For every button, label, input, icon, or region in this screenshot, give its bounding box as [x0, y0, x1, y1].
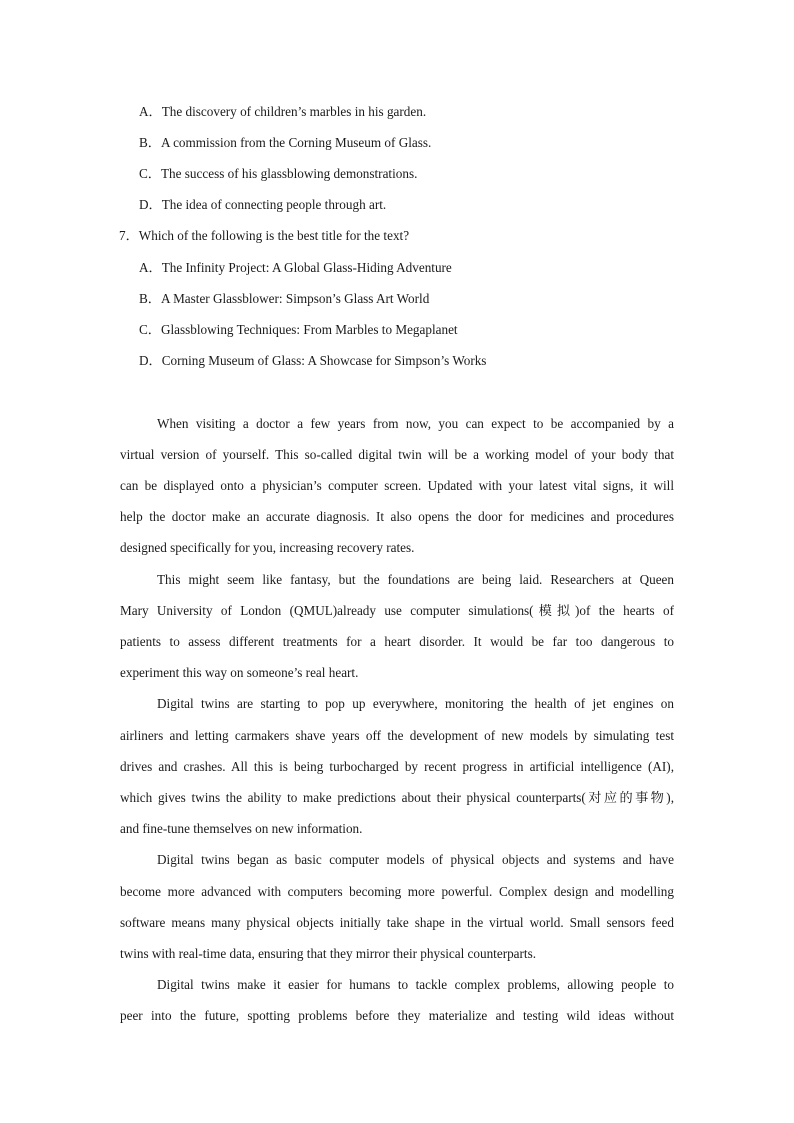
p2-line: This might seem like fantasy, but the foundations are being laid. Researchers at Queen — [157, 572, 674, 587]
p1-line: When visiting a doctor a few years from now, you can expect to be accompanied by a — [157, 416, 674, 431]
q6-option-d: D．The idea of connecting people through art. — [139, 197, 387, 212]
p5-line: peer into the future, spotting problems before they materialize and testing wild ideas without — [120, 1008, 674, 1023]
p4-line: twins with real-time data, ensuring that they mirror their physical counterparts. — [120, 946, 537, 961]
p2-line: patients to assess different treatments for a heart disorder. It would be far too dangerous to — [120, 634, 674, 649]
p3-line: airliners and letting carmakers shave years off the development of new models by simulating test — [120, 728, 674, 743]
q7-option-c: C．Glassblowing Techniques: From Marbles to Megaplanet — [139, 322, 458, 337]
p4-line: Digital twins began as basic computer models of physical objects and systems and have — [157, 852, 674, 867]
q6-option-c: C．The success of his glassblowing demonstrations. — [139, 166, 418, 181]
p1-line: virtual version of yourself. This so-called digital twin will be a working model of your body that — [120, 447, 674, 462]
p2-line: experiment this way on someone’s real heart. — [120, 665, 359, 680]
p3-line: Digital twins are starting to pop up everywhere, monitoring the health of jet engines on — [157, 696, 674, 711]
p5-line: Digital twins make it easier for humans to tackle complex problems, allowing people to — [157, 977, 674, 992]
p1-line: help the doctor make an accurate diagnosis. It also opens the door for medicines and procedures — [120, 509, 674, 524]
p3-line: and fine-tune themselves on new information. — [120, 821, 363, 836]
p1-line: designed specifically for you, increasing recovery rates. — [120, 540, 415, 555]
q7-option-a: A．The Infinity Project: A Global Glass-Hiding Adventure — [139, 260, 452, 275]
p2-line: Mary University of London (QMUL)already use computer simulations(模拟)of the hearts of — [120, 603, 674, 618]
q7-option-b: B．A Master Glassblower: Simpson’s Glass Art World — [139, 291, 430, 306]
q6-option-a: A．The discovery of children’s marbles in his garden. — [139, 104, 427, 119]
q6-option-b: B．A commission from the Corning Museum of Glass. — [139, 135, 432, 150]
p3-line: which gives twins the ability to make predictions about their physical counterparts(对应的事物), — [120, 790, 674, 805]
p4-line: software means many physical objects initially take shape in the virtual world. Small sensors feed — [120, 915, 674, 930]
p3-line: drives and crashes. All this is being turbocharged by recent progress in artificial intelligence (AI), — [120, 759, 674, 774]
q7-option-d: D．Corning Museum of Glass: A Showcase for Simpson’s Works — [139, 353, 487, 368]
p1-line: can be displayed onto a physician’s computer screen. Updated with your latest vital signs, it will — [120, 478, 674, 493]
q7-stem: 7．Which of the following is the best title for the text? — [119, 228, 410, 243]
p4-line: become more advanced with computers becoming more powerful. Complex design and modelling — [120, 884, 674, 899]
